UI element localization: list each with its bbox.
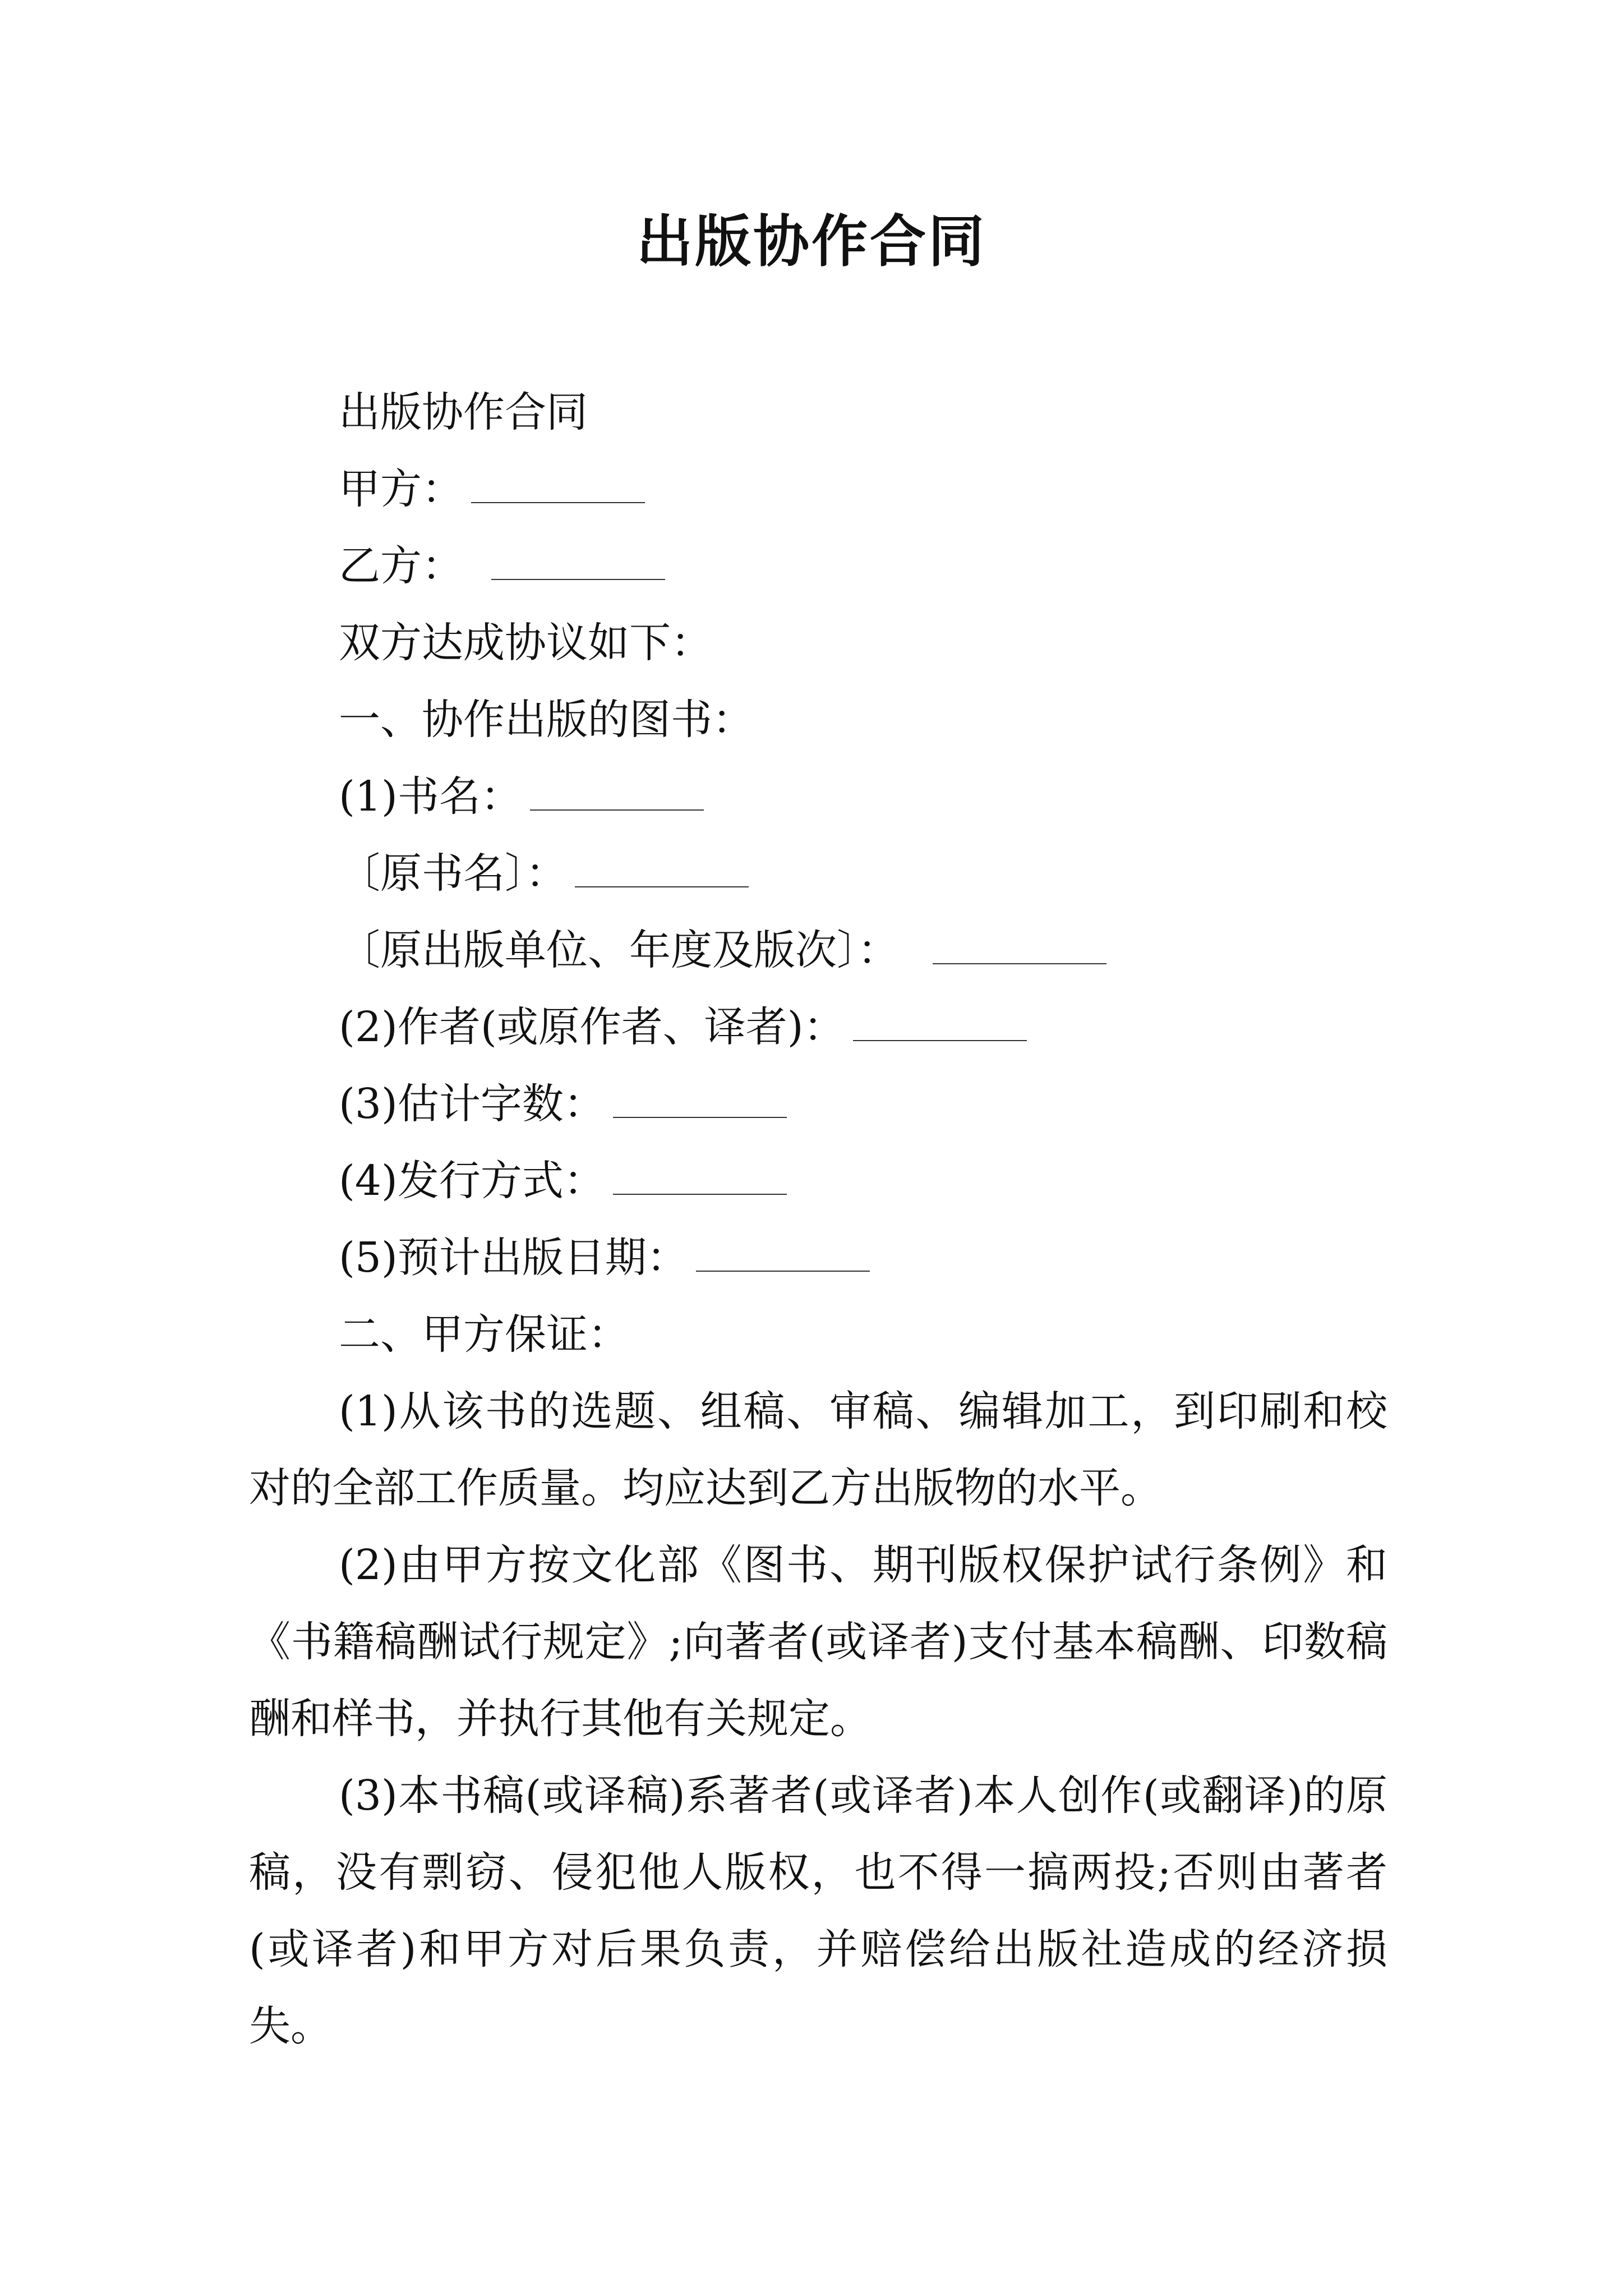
party-b-line [339,538,665,594]
distribution-blank [613,1160,787,1195]
author-label: (2)作者(或原作者、译者)： [339,1003,845,1051]
author-blank [853,1006,1027,1041]
word-count-blank [613,1083,787,1118]
clause-2: (2)由甲方按文化部《图书、期刊版权保护试行条例》和《书籍稿酬试行规定》;向著者(或译者)支付基本稿酬、印数稿酬和样书，并执行其他有关规定。 [249,1541,1387,1743]
original-publisher-line [339,922,1106,978]
party-a-blank [471,468,645,503]
book-title-line [339,769,704,825]
party-a-label: 甲方： [339,465,463,513]
publish-date-label: (5)预计出版日期： [339,1234,688,1282]
word-count-line [339,1076,787,1132]
word-count-label: (3)估计字数： [339,1080,605,1128]
clause-3: (3)本书稿(或译稿)系著者(或译者)本人创作(或翻译)的原稿，没有剽窃、侵犯他人版权，也不得一搞两投;否则由著者(或译者)和甲方对后果负责，并赔偿给出版社造成的经济损失。 [249,1772,1387,2050]
publish-date-line [339,1230,870,1286]
author-line [339,999,1027,1055]
original-title-blank [575,853,749,887]
section2-heading: 二、甲方保证： [339,1310,629,1359]
book-title-blank [530,776,704,811]
intro-text: 双方达成协议如下： [339,619,712,667]
original-publisher-label: 〔原出版单位、年度及版次〕： [339,926,899,974]
party-b-label: 乙方： [339,542,463,590]
book-title-label: (1)书名： [339,772,522,821]
original-title-label: 〔原书名〕： [339,849,567,898]
distribution-line [339,1153,787,1209]
section1-heading: 一、协作出版的图书： [339,696,754,744]
document-title: 出版协作合同 [637,209,986,274]
subtitle: 出版协作合同 [339,388,588,436]
party-b-blank [491,545,665,580]
distribution-label: (4)发行方式： [339,1157,605,1205]
original-title-line [339,845,749,901]
publish-date-blank [696,1237,870,1272]
party-a-line [339,461,645,517]
clause-1: (1)从该书的选题、组稿、审稿、编辑加工，到印刷和校对的全部工作质量。均应达到乙方出版物的水平。 [249,1387,1387,1512]
original-publisher-blank [933,930,1106,964]
